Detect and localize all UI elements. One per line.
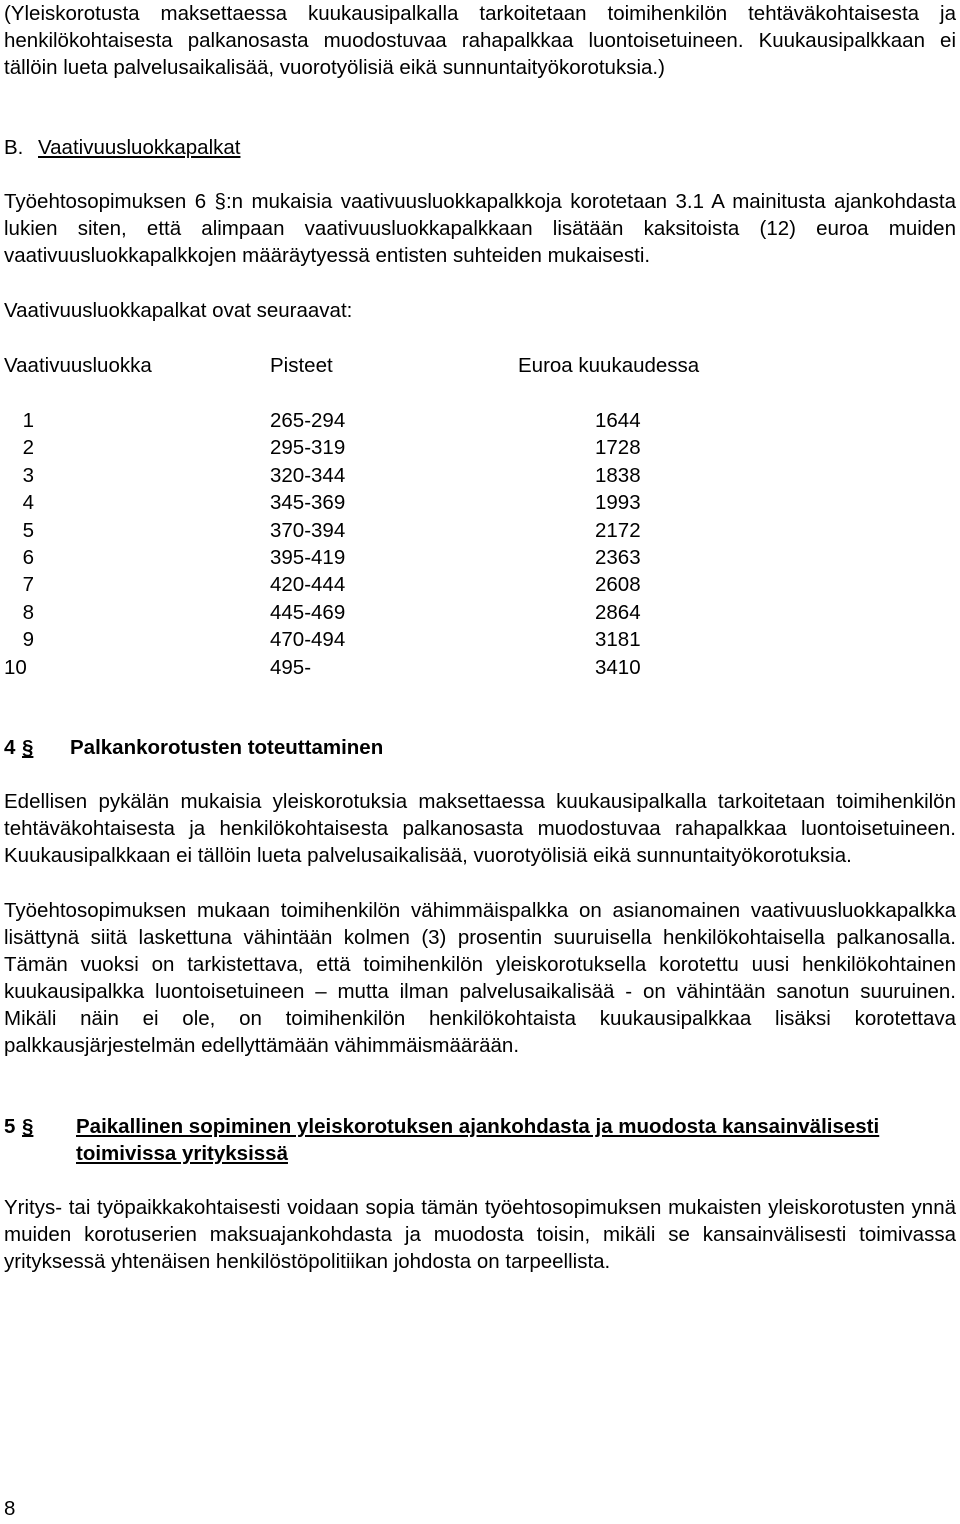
cell-class: 9 — [22, 628, 34, 652]
cell-class: 3 — [22, 463, 34, 487]
document-page — [4, 0, 956, 1275]
cell-points: 445-469 — [270, 600, 346, 624]
section-b-heading — [4, 134, 956, 161]
section-b-title: Vaativuusluokkapalkat — [38, 136, 241, 159]
table-row — [4, 434, 956, 461]
section-5-heading — [4, 1113, 956, 1167]
cell-points: 470-494 — [270, 628, 346, 652]
table-row — [4, 544, 956, 571]
table-row — [4, 489, 956, 516]
cell-euros: 2864 — [595, 600, 641, 624]
paragraph-4-2: Työehtosopimuksen mukaan toimihenkilön vähimmäispalkka on asianomainen vaativuusluokkapalkka lisättynä siitä laskettuna vähintään kolmen (3) prosentin suuruisella henkilökohtaisella palkanosalla. Tämän vuoksi on tarkistettava, että toimihenkilön yleiskorotuksella korotettu uusi henkilökohtainen kuukausipalkka luontoisetuineen – mutta ilman palvelusaikalisää - on vähintään sanotun suuruinen. Mikäli näin ei ole, on toimihenkilön henkilökohtaista kuukausipalkkaa lisäksi korotettava palkkausjärjestelmän edellyttämään vähimmäismäärään. — [4, 899, 956, 1058]
cell-points: 495- — [270, 655, 312, 679]
cell-class: 1 — [22, 409, 34, 432]
section-4-number: 4 — [4, 736, 16, 760]
cell-class: 6 — [22, 546, 34, 570]
header-class: Vaativuusluokka — [4, 354, 152, 377]
cell-euros: 3181 — [595, 628, 641, 652]
table-row — [4, 599, 956, 626]
paragraph-4-1: Edellisen pykälän mukaisia yleiskorotuksia maksettaessa kuukausipalkalla tarkoitetaan toimihenkilön tehtäväkohtaisesta ja henkilökohtaisesta palkanosasta muodostuvaa rahapalkkaa luontoisetuineen. Kuukausipalkkaan ei tällöin lueta palvelusaikalisää, vuorotyölisiä eikä sunnuntaityökorotuksia. — [4, 790, 956, 868]
cell-points: 395-419 — [270, 546, 346, 570]
table-row — [4, 407, 956, 434]
header-points: Pisteet — [270, 354, 333, 377]
cell-points: 370-394 — [270, 518, 346, 542]
cell-class: 4 — [22, 491, 34, 515]
cell-euros: 2363 — [595, 546, 641, 570]
paragraph-raise: Työehtosopimuksen 6 §:n mukaisia vaativuusluokkapalkkoja korotetaan 3.1 A mainitusta ajankohdasta lukien siten, että alimpaan vaativuusluokkapalkkaan lisätään kaksitoista (12) euroa muiden vaativuusluokkapalkkojen määräytyessä entisten suhteiden mukaisesti. — [4, 190, 956, 267]
cell-euros: 1838 — [595, 463, 641, 487]
page-number: 8 — [4, 1497, 16, 1520]
section-b-number: B. — [4, 136, 24, 159]
table-row — [4, 626, 956, 653]
section-5-number: 5 — [4, 1115, 16, 1139]
cell-euros: 3410 — [595, 655, 641, 679]
cell-class: 2 — [22, 436, 34, 460]
cell-points: 265-294 — [270, 409, 346, 432]
cell-class: 5 — [22, 518, 34, 542]
cell-euros: 1993 — [595, 491, 641, 515]
cell-points: 420-444 — [270, 573, 346, 597]
section-4-heading — [4, 734, 956, 761]
paragraph-5-1: Yritys- tai työpaikkakohtaisesti voidaan sopia tämän työehtosopimuksen mukaisten yleiskorotusten ynnä muiden korotuserien maksuajankohdasta ja muodosta toisin, mikäli se kansainvälisesti toimivassa yrityksessä yhtenäisen henkilöstöpolitiikan johdosta on tarpeellista. — [4, 1196, 956, 1274]
salary-table — [4, 352, 956, 681]
cell-class: 7 — [22, 573, 34, 597]
cell-points: 295-319 — [270, 436, 346, 460]
table-row — [4, 517, 956, 544]
cell-class: 10 — [4, 655, 27, 679]
cell-euros: 1728 — [595, 436, 641, 460]
section-5-title: Paikallinen sopiminen yleiskorotuksen ajankohdasta ja muodosta kansainvälisesti toimivissa yrityksissä — [76, 1115, 880, 1166]
table-row — [4, 571, 956, 598]
paragraph-table-intro: Vaativuusluokkapalkat ovat seuraavat: — [4, 299, 353, 322]
table-body — [4, 407, 956, 681]
intro-paragraph: (Yleiskorotusta maksettaessa kuukausipalkalla tarkoitetaan toimihenkilön tehtäväkohtaisesta ja henkilökohtaisesta palkanosasta muodostuvaa rahapalkkaa luontoisetuineen. Kuukausipalkkaan ei tällöin lueta palvelusaikalisää, vuorotyölisiä eikä sunnuntaityökorotuksia.) — [4, 2, 956, 79]
cell-euros: 2172 — [595, 518, 641, 542]
table-header — [4, 352, 956, 379]
cell-euros: 2608 — [595, 573, 641, 597]
section-5-symbol: § — [22, 1115, 34, 1139]
cell-class: 8 — [22, 600, 34, 624]
section-4-title: Palkankorotusten toteuttaminen — [70, 736, 384, 760]
table-row — [4, 462, 956, 489]
section-4-symbol: § — [22, 736, 34, 760]
cell-points: 345-369 — [270, 491, 346, 515]
cell-euros: 1644 — [595, 409, 641, 432]
cell-points: 320-344 — [270, 463, 346, 487]
header-euros: Euroa kuukaudessa — [518, 354, 700, 377]
table-row — [4, 654, 956, 681]
